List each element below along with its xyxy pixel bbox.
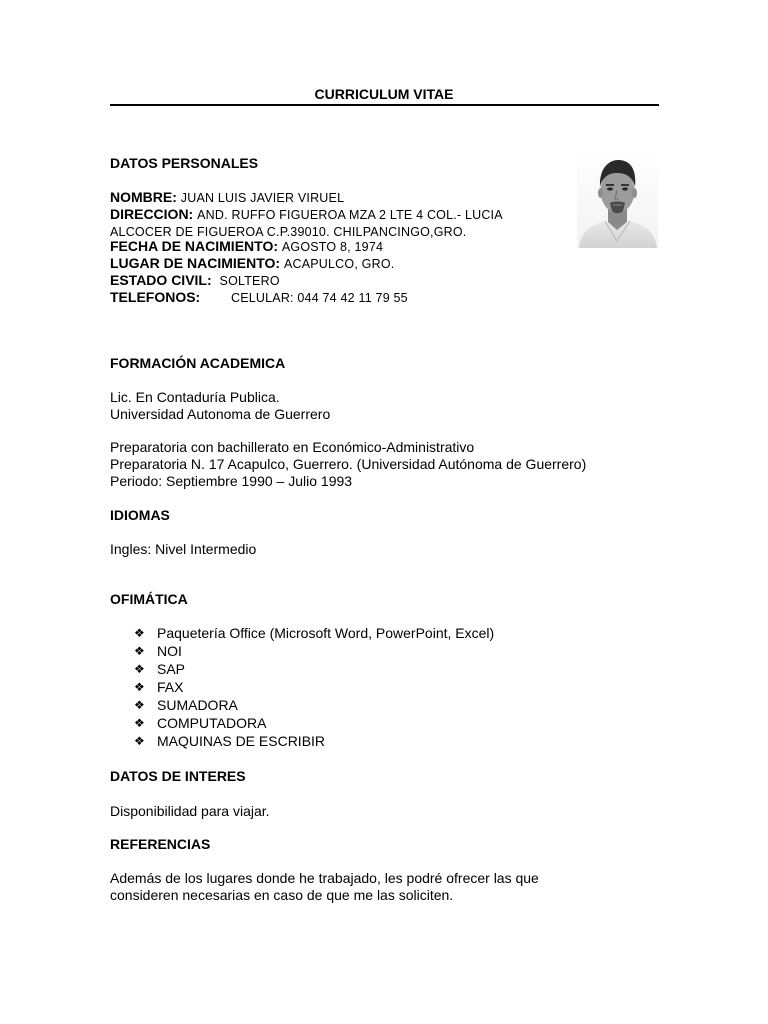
interes-line-1: Disponibilidad para viajar. xyxy=(110,803,270,819)
nombre-label: NOMBRE: xyxy=(110,189,177,205)
estado-row xyxy=(110,272,280,290)
nombre-row xyxy=(110,189,344,207)
ofimatica-heading: OFIMÁTICA xyxy=(110,591,188,607)
diamond-bullet-icon: ❖ xyxy=(134,662,145,676)
idiomas-heading: IDIOMAS xyxy=(110,507,170,523)
ofimatica-list xyxy=(134,624,494,750)
referencias-line-1: Además de los lugares donde he trabajado, les podré ofrecer las que xyxy=(110,870,539,886)
diamond-bullet-icon: ❖ xyxy=(134,698,145,712)
idiomas-line-1: Ingles: Nivel Intermedio xyxy=(110,541,257,557)
diamond-bullet-icon: ❖ xyxy=(134,644,145,658)
fecha-row xyxy=(110,238,383,256)
estado-value: SOLTERO xyxy=(219,274,280,288)
personal-heading: DATOS PERSONALES xyxy=(110,155,259,171)
lugar-label: LUGAR DE NACIMIENTO: xyxy=(110,255,281,271)
list-item: ❖ SUMADORA xyxy=(134,697,238,713)
estado-label: ESTADO CIVIL: xyxy=(110,272,212,288)
telefonos-value: CELULAR: 044 74 42 11 79 55 xyxy=(231,291,408,305)
list-item: ❖ FAX xyxy=(134,679,184,695)
list-item: ❖ MAQUINAS DE ESCRIBIR xyxy=(134,733,326,749)
profile-photo xyxy=(577,151,658,248)
formacion-line-4: Preparatoria N. 17 Acapulco, Guerrero. (Universidad Autónoma de Guerrero) xyxy=(110,456,587,472)
formacion-heading: FORMACIÓN ACADEMICA xyxy=(110,355,286,371)
lugar-value: ACAPULCO, GRO. xyxy=(283,257,395,271)
lugar-row xyxy=(110,255,394,273)
diamond-bullet-icon: ❖ xyxy=(134,626,145,640)
diamond-bullet-icon: ❖ xyxy=(134,680,145,694)
list-item: ❖ NOI xyxy=(134,643,182,659)
interes-heading: DATOS DE INTERES xyxy=(110,768,246,784)
title-underline xyxy=(110,104,659,106)
direccion-value-line2: ALCOCER DE FIGUEROA C.P.39010. CHILPANCINGO,GRO. xyxy=(110,225,467,239)
list-item: ❖ Paquetería Office (Microsoft Word, PowerPoint, Excel) xyxy=(134,625,495,641)
direccion-row xyxy=(110,206,503,224)
diamond-bullet-icon: ❖ xyxy=(134,734,145,748)
list-item: ❖ SAP xyxy=(134,661,186,677)
list-item: ❖ COMPUTADORA xyxy=(134,715,267,731)
formacion-line-5: Periodo: Septiembre 1990 – Julio 1993 xyxy=(110,473,353,489)
document-title: CURRICULUM VITAE xyxy=(314,86,454,102)
formacion-line-1: Lic. En Contaduría Publica. xyxy=(110,389,280,405)
direccion-value-line1: AND. RUFFO FIGUEROA MZA 2 LTE 4 COL.- LUCIA xyxy=(197,208,503,222)
diamond-bullet-icon: ❖ xyxy=(134,716,145,730)
fecha-label: FECHA DE NACIMIENTO: xyxy=(110,238,278,254)
telefonos-label: TELEFONOS: xyxy=(110,289,201,305)
formacion-line-3: Preparatoria con bachillerato en Económico-Administrativo xyxy=(110,439,475,455)
referencias-line-2: consideren necesarias en caso de que me las soliciten. xyxy=(110,887,454,903)
formacion-line-2: Universidad Autonoma de Guerrero xyxy=(110,406,331,422)
portrait-icon xyxy=(577,151,658,248)
telefonos-row xyxy=(110,289,408,307)
direccion-label: DIRECCION: xyxy=(110,206,194,222)
fecha-value: AGOSTO 8, 1974 xyxy=(281,240,384,254)
nombre-value: JUAN LUIS JAVIER VIRUEL xyxy=(180,191,345,205)
referencias-heading: REFERENCIAS xyxy=(110,836,211,852)
